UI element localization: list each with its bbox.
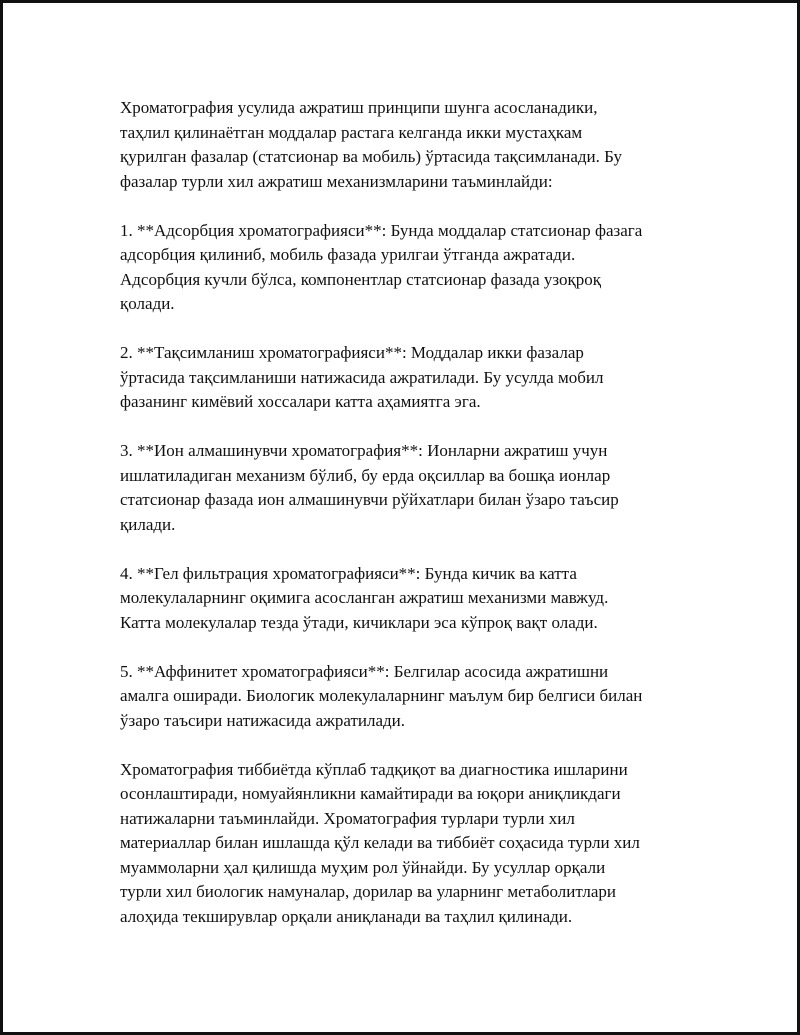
list-item-partition: 2. **Тақсимланиш хроматографияси**: Моддалар икки фазалар ўртасида тақсимланиши натижасида ажратилади. Бу усулда мобил фазанинг кимёвий хоссалари катта аҳамиятга эга. [120,343,604,411]
list-item-gel-filtration: 4. **Гел фильтрация хроматографияси**: Бунда кичик ва катта молекулаларнинг оқимига асосланган ажратиш механизми мавжуд. Катта молекулалар тезда ўтади, кичиклари эса кўпроқ вақт олади. [120,563,609,632]
document-body [120,96,700,954]
list-item-adsorption: 1. **Адсорбция хроматографияси**: Бунда моддалар статсионар фазага адсорбция қилиниб, мобиль фазада урилгаи ўтганда ажратади. Адсорбция кучли бўлса, компонентлар статсионар фазада узоқроқ қолади. [120,220,643,313]
list-item-ion-exchange: 3. **Ион алмашинувчи хроматография**: Ионларни ажратиш учун ишлатиладиган механизм бўлиб, бу ерда оқсиллар ва бошқа ионлар статсионар фазада ион алмашинувчи рўйхатлари билан ўзаро таъсир қилади. [120,441,619,534]
conclusion-paragraph: Хроматография тиббиётда кўплаб тадқиқот ва диагностика ишларини осонлаштиради, номуайянликни камайтиради ва юқори аниқликдаги натижаларни таъминлайди. Хроматография турлари турли хил материаллар билан ишлашда қўл келади ва тиббиёт соҳасида турли хил муаммоларни ҳал қилишда муҳим рол ўйнайди. Бу усуллар орқали турли хил биологик намуналар, дорилар ва уларнинг метаболитлари алоҳида текширувлар орқали аниқланади ва таҳлил қилинади. [120,759,640,926]
intro-paragraph: Хроматография усулида ажратиш принципи шунга асосланадики, таҳлил қилинаётган моддалар растага келганда икки мустаҳкам қурилган фазалар (статсионар ва мобиль) ўртасида тақсимланади. Бу фазалар турли хил ажратиш механизмларини таъминлайди: [120,98,622,191]
list-item-affinity: 5. **Аффинитет хроматографияси**: Белгилар асосида ажратишни амалга оширади. Биологик молекулаларнинг маълум бир белгиси билан ўзаро таъсири натижасида ажратилади. [120,661,643,730]
